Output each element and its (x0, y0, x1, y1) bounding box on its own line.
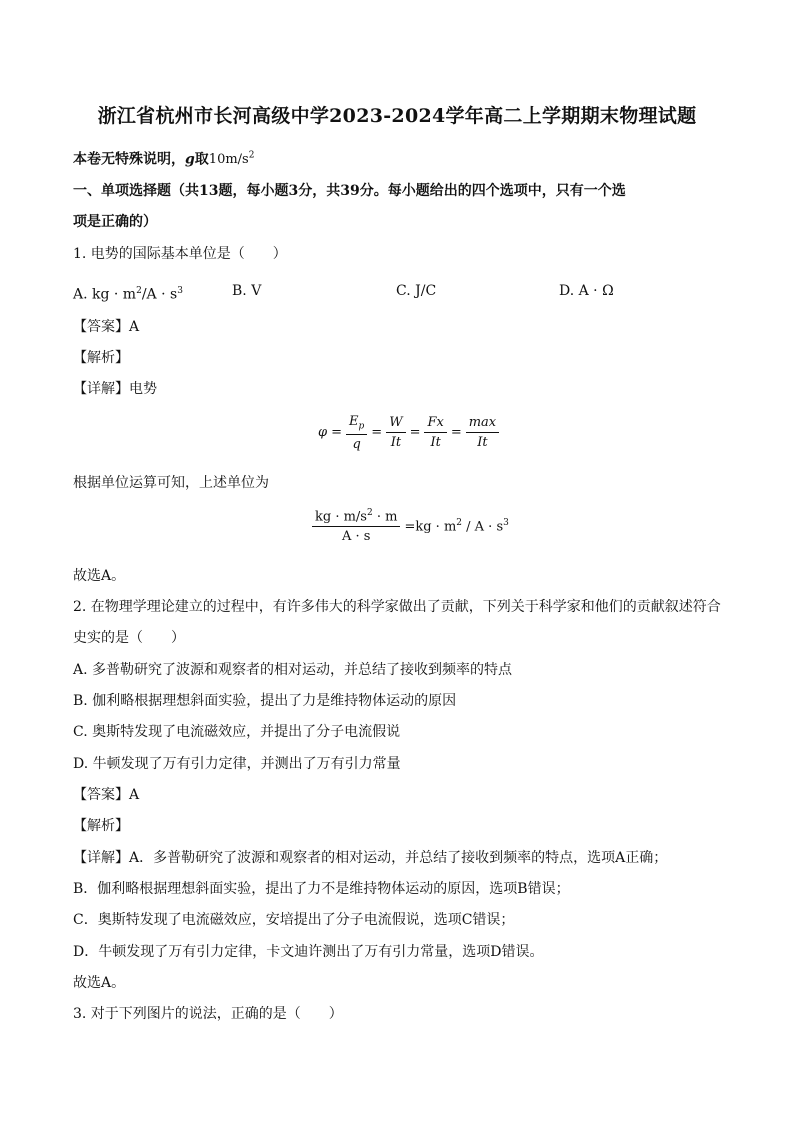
q1-options (73, 282, 723, 303)
q1-analysis-label: 【解析】 (73, 350, 129, 366)
q1-detail: 【详解】电势 (73, 381, 157, 397)
q1-formula-units: $\frac{kg \cdot m/s^2 \cdot m}{A \cdot s}$ $=kg \cdot m^2 / A \cdot s^3$ (310, 508, 511, 544)
q1-formula-potential: φ = $\frac{E_p}{q}$ = $\frac{W}{It}$ = $\frac{Fx}{It}$ = $\frac{\max}{It}$ (316, 414, 501, 452)
page-title: 浙江省杭州市长河高级中学2023-2024学年高二上学期期末物理试题 (97, 105, 697, 127)
intro-line (73, 147, 254, 169)
q1-option-c: C. J/C (396, 283, 437, 299)
q2-answer: 【答案】A (73, 787, 140, 803)
q2-stem-line2: 史实的是（ ） (73, 630, 185, 646)
q1-option-b: B. V (232, 283, 262, 299)
section-heading-line2: 项是正确的） (73, 214, 157, 230)
q1-answer: 【答案】A (73, 319, 140, 335)
fraction-max-it: $\frac{\max}{It}$ (466, 415, 499, 450)
q1-stem: 1. 电势的国际基本单位是（ ） (73, 246, 287, 262)
q2-detail-b: B．伽利略根据理想斜面实验，提出了力不是维持物体运动的原因，选项B错误； (73, 881, 570, 897)
q2-stem-line1: 2. 在物理学理论建立的过程中，有许多伟大的科学家做出了贡献，下列关于科学家和他们的贡献叙述符合 (73, 599, 721, 615)
q2-option-a: A. 多普勒研究了波源和观察者的相对运动，并总结了接收到频率的特点 (73, 662, 513, 678)
q1-option-d: D. A · Ω (559, 283, 614, 299)
q2-option-c: C. 奥斯特发现了电流磁效应，并提出了分子电流假说 (73, 724, 401, 740)
fraction-ep-q: $\frac{E_p}{q}$ (346, 414, 367, 452)
q2-detail-a: 【详解】A．多普勒研究了波源和观察者的相对运动，并总结了接收到频率的特点，选项A正确； (73, 850, 668, 866)
fraction-units: $\frac{kg \cdot m/s^2 \cdot m}{A \cdot s}$ (312, 508, 400, 544)
q1-unit-text: 根据单位运算可知，上述单位为 (73, 475, 269, 491)
intro-take: 取 (194, 151, 209, 168)
section-heading-line1: 一、单项选择题（共13题，每小题3分，共39分。每小题给出的四个选项中，只有一个选 (73, 183, 626, 199)
q3-stem: 3. 对于下列图片的说法，正确的是（ ） (73, 1006, 343, 1022)
q2-detail-d: D．牛顿发现了万有引力定律，卡文迪许测出了万有引力常量，选项D错误。 (73, 944, 544, 960)
q2-option-b: B. 伽利略根据理想斜面实验，提出了力是维持物体运动的原因 (73, 693, 457, 709)
gravity-symbol: g (185, 151, 195, 168)
q1-option-a: A. kg · $m^2/A \cdot s^3$ (73, 286, 183, 303)
fraction-fx-it: $\frac{Fx}{It}$ (424, 415, 446, 450)
q2-conclusion: 故选A。 (73, 975, 126, 991)
q2-option-d: D. 牛顿发现了万有引力定律，并测出了万有引力常量 (73, 756, 401, 772)
q2-analysis-label: 【解析】 (73, 818, 129, 834)
q1-conclusion: 故选A。 (73, 568, 126, 584)
intro-text: 本卷无特殊说明， (73, 151, 185, 168)
q2-detail-c: C．奥斯特发现了电流磁效应，安培提出了分子电流假说，选项C错误； (73, 912, 515, 928)
fraction-w-it: $\frac{W}{It}$ (386, 415, 405, 450)
gravity-value: $10m/s^2$ (208, 151, 255, 168)
